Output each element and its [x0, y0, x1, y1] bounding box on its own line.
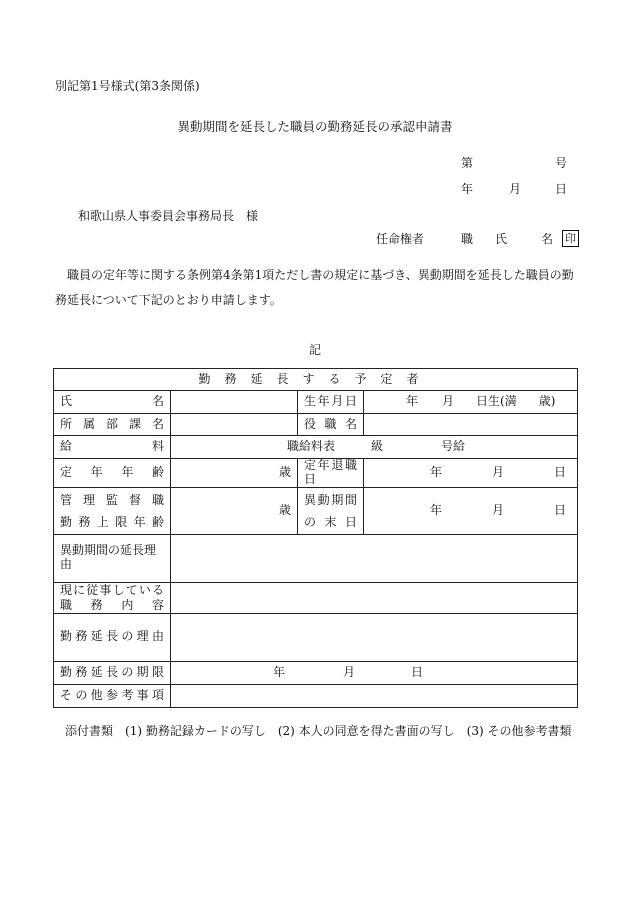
retire-date-value[interactable]	[364, 459, 578, 488]
label-retire-date: 定年退職日	[298, 459, 364, 488]
period-month-unit: 月	[492, 502, 505, 517]
ki-heading: 記	[308, 343, 321, 357]
retire-day-unit: 日	[554, 464, 567, 479]
retire-year-unit: 年	[430, 464, 443, 479]
label-current-duty	[54, 582, 171, 613]
label-current-duty-line1: 現に従事している	[60, 582, 164, 597]
birth-month-unit: 月	[442, 394, 455, 409]
application-table	[53, 368, 578, 708]
label-mgmt-age	[54, 487, 171, 534]
doc-number-prefix: 第	[461, 156, 474, 170]
department-value[interactable]	[171, 414, 298, 436]
applicant-label: 任命権者	[376, 232, 425, 246]
attachments-text: (1) 勤務記録カードの写し (2) 本人の同意を得た書面の写し (3) その他参考書類	[125, 724, 572, 738]
table-header: 勤務延長する予定者	[54, 369, 578, 391]
form-number: 別記第1号様式(第3条関係)	[55, 79, 200, 93]
label-other: その他参考事項	[54, 684, 171, 707]
birth-day-unit: 日生(満	[476, 394, 517, 409]
birthdate-value[interactable]	[364, 391, 578, 414]
applicant-shoku: 職	[461, 232, 474, 246]
label-work-reason: 勤務延長の理由	[54, 613, 171, 661]
salary-value[interactable]	[171, 436, 578, 459]
salary-grade-unit: 級	[371, 439, 384, 454]
work-reason-value[interactable]	[171, 613, 578, 661]
label-retire-age: 定年年齢	[54, 459, 171, 488]
work-period-value[interactable]	[171, 661, 578, 684]
label-position: 役職名	[298, 414, 364, 436]
work-period-day-unit: 日	[411, 664, 424, 679]
name-value[interactable]	[171, 391, 298, 414]
label-mgmt-line2: 勤務上限年齢	[60, 514, 164, 529]
label-current-duty-line2: 職務内容	[60, 597, 164, 612]
retire-age-value[interactable]: 歳	[171, 459, 298, 488]
label-period-end	[298, 487, 364, 534]
label-period-line2: の末日	[304, 514, 357, 529]
date-day: 日	[555, 182, 568, 196]
label-salary: 給料	[54, 436, 171, 459]
body-text: 職員の定年等に関する条例第4条第1項ただし書の規定に基づき、異動期間を延長した職員の勤務延長について下記のとおり申請します。	[55, 268, 574, 307]
label-name: 氏名	[54, 391, 171, 414]
document-title: 異動期間を延長した職員の勤務延長の承認申請書	[177, 119, 453, 134]
period-day-unit: 日	[554, 502, 567, 517]
label-extension-reason: 異動期間の延長理由	[54, 534, 171, 582]
doc-number-suffix: 号	[555, 156, 568, 170]
extension-reason-value[interactable]	[171, 534, 578, 582]
birth-year-unit: 年	[406, 394, 419, 409]
label-birthdate: 生年月日	[298, 391, 364, 414]
label-period-line1: 異動期間	[304, 492, 357, 507]
applicant-mei: 名	[541, 232, 554, 246]
period-year-unit: 年	[430, 502, 443, 517]
date-year: 年	[461, 182, 474, 196]
label-mgmt-line1: 管理監督職	[60, 492, 164, 507]
seal-mark: 印	[562, 230, 579, 247]
date-month: 月	[509, 182, 522, 196]
retire-month-unit: 月	[492, 464, 505, 479]
addressee: 和歌山県人事委員会事務局長 様	[78, 209, 259, 223]
salary-table-unit: 職給料表	[287, 439, 336, 454]
work-period-month-unit: 月	[343, 664, 356, 679]
label-department: 所属部課名	[54, 414, 171, 436]
mgmt-age-value[interactable]: 歳	[171, 487, 298, 534]
current-duty-value[interactable]	[171, 582, 578, 613]
salary-step-unit: 号給	[441, 439, 466, 454]
other-value[interactable]	[171, 684, 578, 707]
period-end-value[interactable]	[364, 487, 578, 534]
applicant-shi: 氏	[495, 232, 508, 246]
label-work-period: 勤務延長の期限	[54, 661, 171, 684]
attachments	[65, 719, 580, 743]
attachments-label: 添付書類	[65, 724, 114, 738]
work-period-year-unit: 年	[273, 664, 286, 679]
position-value[interactable]	[364, 414, 578, 436]
birth-age-unit: 歳)	[538, 394, 556, 409]
